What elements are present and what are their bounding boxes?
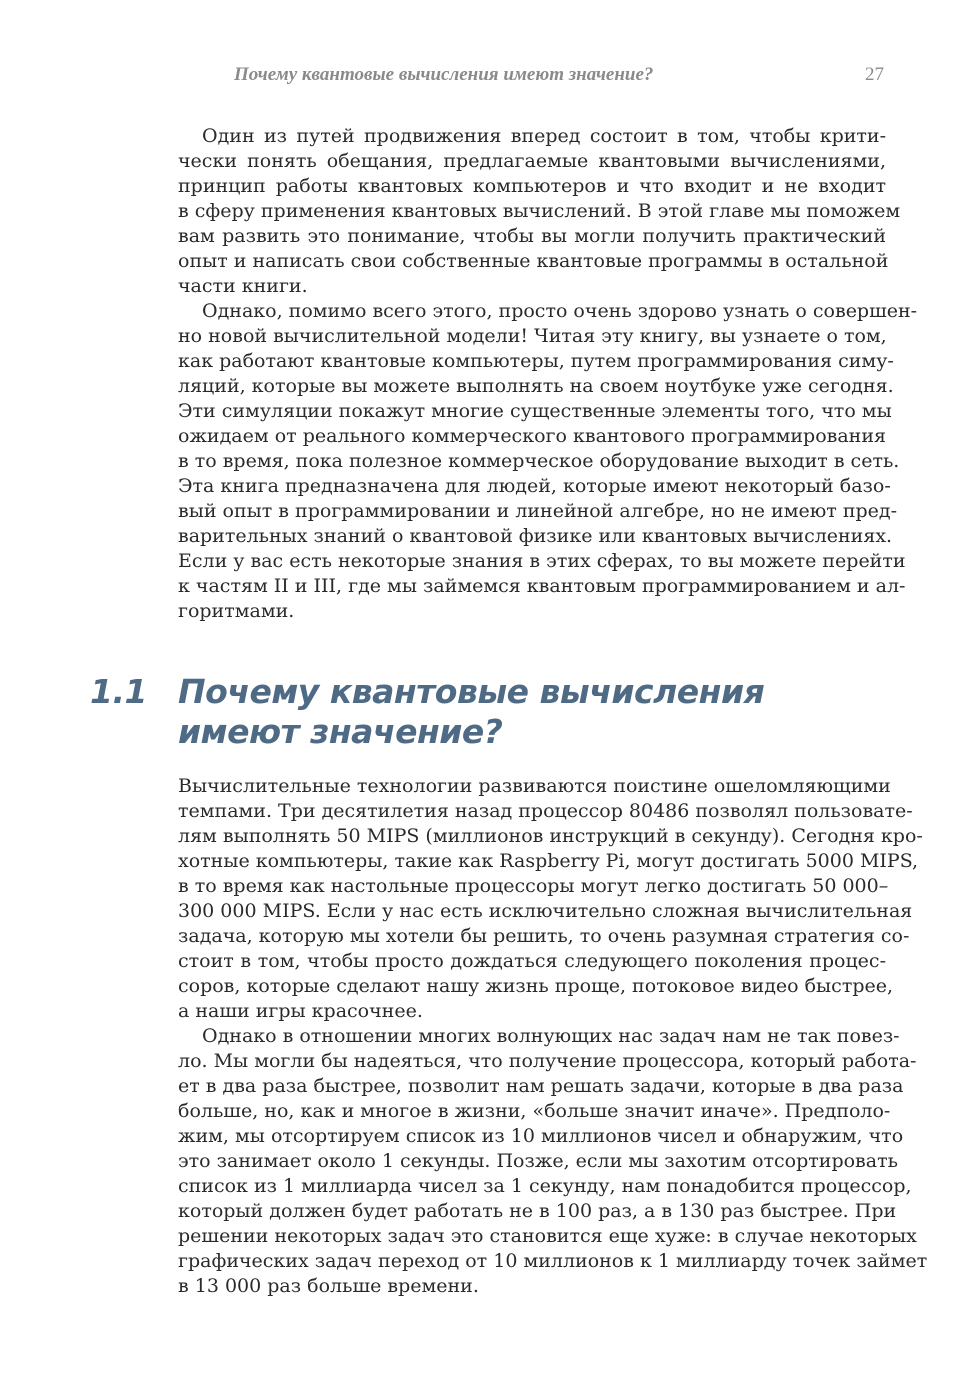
text-line: ляций, которые вы можете выполнять на своем ноутбуке уже сегодня.: [178, 375, 894, 397]
text-line: части книги.: [178, 275, 308, 297]
text-line: в сферу применения квантовых вычислений. В этой главе мы поможем: [178, 200, 901, 222]
text-line: а наши игры красочнее.: [178, 1000, 423, 1022]
text-line: вам развить это понимание, чтобы вы могли получить практический: [178, 225, 886, 247]
paragraph: [178, 774, 923, 1024]
text-line: опыт и написать свои собственные квантовые программы в остальной: [178, 250, 889, 272]
section-title-line: Почему квантовые вычисления: [178, 672, 765, 711]
text-line: как работают квантовые компьютеры, путем программирования симу-: [178, 350, 894, 372]
text-line: соров, которые сделают нашу жизнь проще, потоковое видео быстрее,: [178, 975, 894, 997]
text-line: но новой вычислительной модели! Читая эту книгу, вы узнаете о том,: [178, 325, 887, 347]
paragraph: [178, 1024, 928, 1299]
text-line: Эти симуляции покажут многие существенные элементы того, что мы: [178, 400, 892, 422]
text-line: в то время как настольные процессоры могут легко достигать 50 000–: [178, 875, 889, 897]
text-line: в то время, пока полезное коммерческое оборудование выходит в сеть.: [178, 450, 900, 472]
text-line: лям выполнять 50 MIPS (миллионов инструкций в секунду). Сегодня кро-: [178, 825, 923, 847]
text-line: задача, которую мы хотели бы решить, то очень разумная стратегия со-: [178, 925, 910, 947]
text-line: Один из путей продвижения вперед состоит в том, чтобы крити-: [202, 125, 886, 147]
text-line: жим, мы отсортируем список из 10 миллионов чисел и обнаружим, что: [178, 1125, 904, 1147]
text-line: Вычислительные технологии развиваются поистине ошеломляющими: [178, 775, 891, 797]
text-line: больше, но, как и многое в жизни, «больше значит иначе». Предполо-: [178, 1100, 891, 1122]
paragraph: [178, 299, 918, 624]
text-line: решении некоторых задач это становится еще хуже: в случае некоторых: [178, 1225, 917, 1247]
section-body: [178, 774, 928, 1299]
text-line: принцип работы квантовых компьютеров и что входит и не входит: [178, 175, 886, 197]
text-line: это занимает около 1 секунды. Позже, если мы захотим отсортировать: [178, 1150, 898, 1172]
text-line: Эта книга предназначена для людей, которые имеют некоторый базо-: [178, 475, 891, 497]
text-line: к частям II и III, где мы займемся квантовым программированием и ал-: [178, 575, 906, 597]
section-title: [178, 672, 878, 752]
text-line: варительных знаний о квантовой физике или квантовых вычислениях.: [178, 525, 893, 547]
page-number: 27: [865, 64, 884, 85]
text-line: хотные компьютеры, такие как Raspberry Pi, могут достигать 5000 MIPS,: [178, 850, 919, 872]
text-line: Однако, помимо всего этого, просто очень здорово узнать о совершен-: [202, 300, 918, 322]
running-head: Почему квантовые вычисления имеют значение?: [234, 64, 654, 85]
text-line: горитмами.: [178, 600, 295, 622]
text-line: ожидаем от реального коммерческого квантового программирования: [178, 425, 886, 447]
text-line: графических задач переход от 10 миллионов к 1 миллиарду точек займет: [178, 1250, 928, 1272]
section-number: 1.1: [90, 672, 147, 711]
text-line: Однако в отношении многих волнующих нас задач нам не так повез-: [202, 1025, 900, 1047]
text-line: ет в два раза быстрее, позволит нам решать задачи, которые в два раза: [178, 1075, 904, 1097]
text-line: вый опыт в программировании и линейной алгебре, но не имеют пред-: [178, 500, 898, 522]
text-line: в 13 000 раз больше времени.: [178, 1275, 479, 1297]
section-title-line: имеют значение?: [178, 712, 503, 751]
text-line: стоит в том, чтобы просто дождаться следующего поколения процес-: [178, 950, 886, 972]
paragraph: [178, 124, 901, 299]
text-line: Если у вас есть некоторые знания в этих сферах, то вы можете перейти: [178, 550, 906, 572]
text-line: список из 1 миллиарда чисел за 1 секунду, нам понадобится процессор,: [178, 1175, 912, 1197]
text-line: чески понять обещания, предлагаемые квантовыми вычислениями,: [178, 150, 886, 172]
intro-text: [178, 124, 918, 624]
text-line: который должен будет работать не в 100 раз, а в 130 раз быстрее. При: [178, 1200, 897, 1222]
text-line: ло. Мы могли бы надеяться, что получение процессора, который работа-: [178, 1050, 917, 1072]
text-line: 300 000 MIPS. Если у нас есть исключительно сложная вычислительная: [178, 900, 913, 922]
text-line: темпами. Три десятилетия назад процессор 80486 позволял пользовате-: [178, 800, 913, 822]
